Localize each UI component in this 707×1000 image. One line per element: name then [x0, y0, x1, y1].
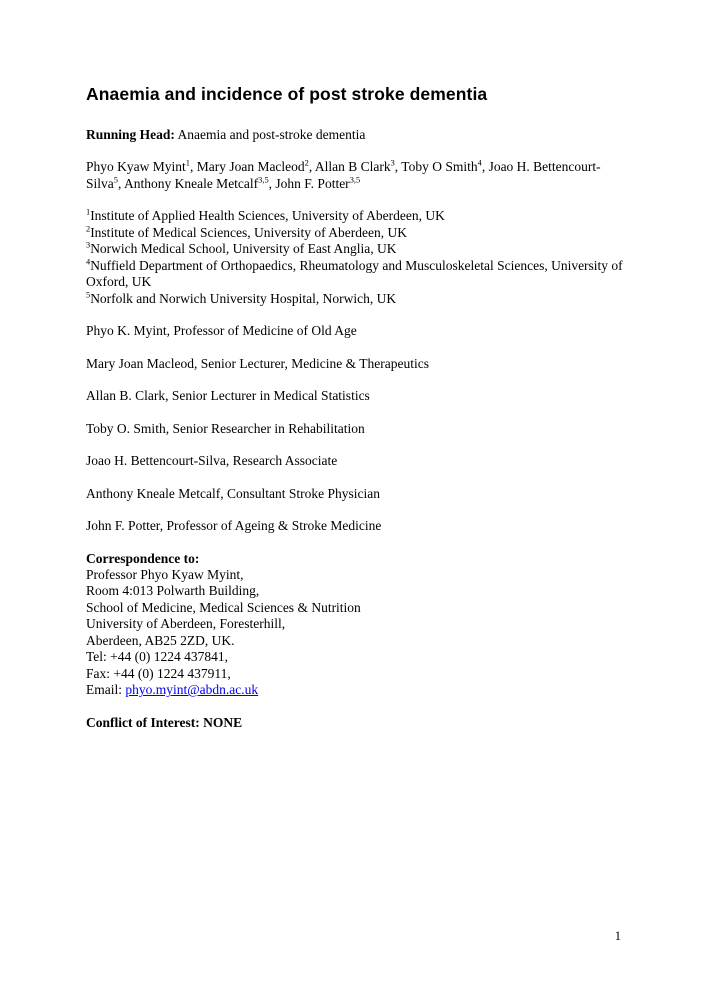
running-head-text: Anaemia and post-stroke dementia [174, 127, 366, 142]
correspondence-line: University of Aberdeen, Foresterhill, [86, 616, 286, 632]
author-role: Mary Joan Macleod, Senior Lecturer, Medicine & Therapeutics [86, 355, 429, 371]
page-number: 1 [614, 928, 621, 943]
correspondence-label [86, 551, 623, 567]
correspondence-label-text: Correspondence to: [86, 550, 200, 566]
author-role: Toby O. Smith, Senior Researcher in Rehabilitation [86, 420, 365, 436]
affiliation-line: $^2$Institute of Medical Sciences, University of Aberdeen, UK [86, 224, 407, 240]
correspondence-line: Fax: +44 (0) 1224 437911, [86, 665, 231, 681]
authors-line: Phyo Kyaw Myint$^1$, Mary Joan Macleod$^2$, Allan B Clark$^3$, Toby O Smith$^4$, Joao H. Bettencourt-Silva$^5$, Anthony Kneale Metcalf$^{3,5}$, John F. Potter$^{3,5}$ [86, 158, 601, 191]
author-role: Joao H. Bettencourt-Silva, Research Associate [86, 453, 338, 469]
author-role: Phyo K. Myint, Professor of Medicine of Old Age [86, 323, 357, 339]
running-head [86, 127, 623, 143]
affiliation-line: $^4$Nuffield Department of Orthopaedics, Rheumatology and Musculoskeletal Sciences, University of Oxford, UK [86, 257, 623, 290]
correspondence-block [86, 551, 623, 699]
author-role: John F. Potter, Professor of Ageing & Stroke Medicine [86, 518, 382, 534]
affiliation-line: $^5$Norfolk and Norwich University Hospital, Norwich, UK [86, 290, 397, 306]
author-role: Allan B. Clark, Senior Lecturer in Medical Statistics [86, 388, 370, 404]
correspondence-line: Aberdeen, AB25 2ZD, UK. [86, 632, 235, 648]
affiliation-line: $^3$Norwich Medical School, University of East Anglia, UK [86, 240, 397, 257]
affiliations-list [86, 208, 623, 307]
correspondence-line: Professor Phyo Kyaw Myint, [86, 566, 244, 582]
conflict-of-interest: Conflict of Interest: NONE [86, 714, 243, 730]
paper-title: Anaemia and incidence of post stroke dementia [86, 84, 488, 104]
correspondence-line: Tel: +44 (0) 1224 437841, [86, 649, 229, 665]
correspondence-line: School of Medicine, Medical Sciences & Nutrition [86, 599, 361, 615]
correspondence-email-line [86, 682, 623, 698]
author-role: Anthony Kneale Metcalf, Consultant Stroke Physician [86, 485, 380, 501]
email-label: Email: [86, 682, 126, 698]
running-head-label: Running Head: [86, 127, 175, 142]
email-link[interactable]: phyo.myint@abdn.ac.uk [125, 682, 259, 698]
affiliation-line: $^1$Institute of Applied Health Sciences, University of Aberdeen, UK [86, 207, 445, 224]
correspondence-line: Room 4:013 Polwarth Building, [86, 583, 260, 599]
